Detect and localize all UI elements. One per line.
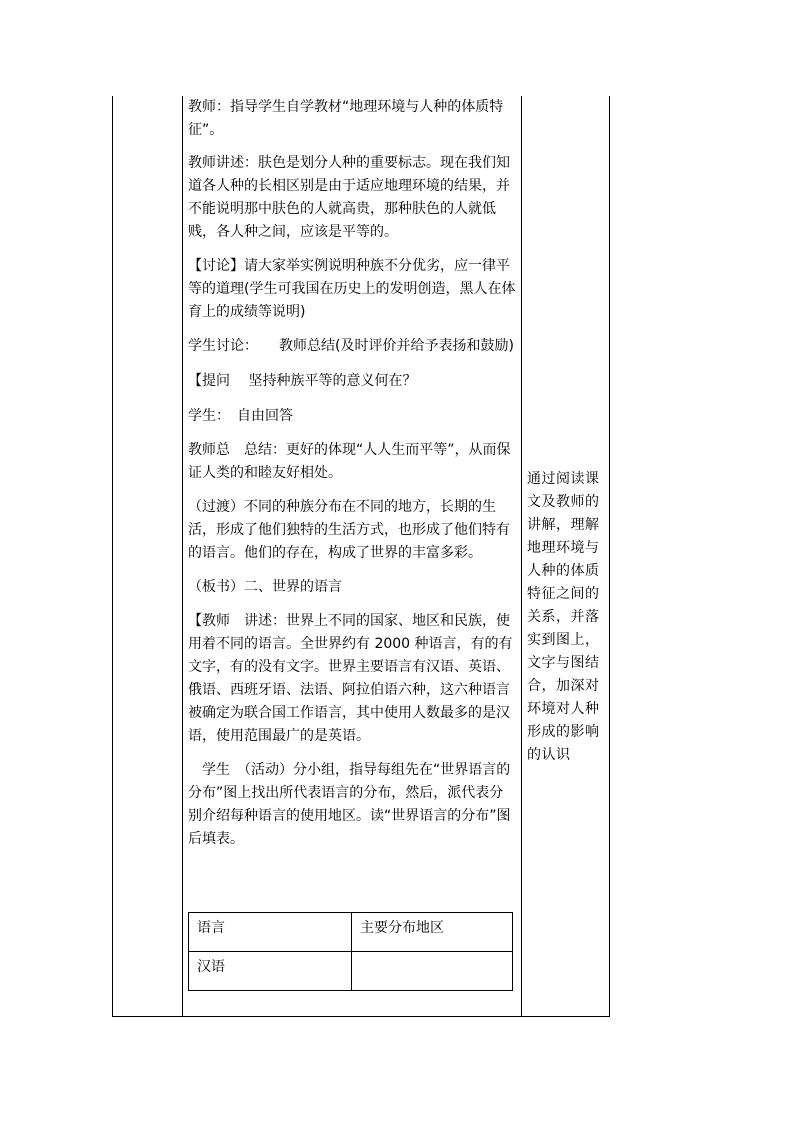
table-header-cell: 语言: [189, 913, 352, 952]
paragraph: 教师总 总结：更好的体现“人人生而平等”，从而保证人类的和睦友好相处。: [188, 442, 511, 481]
table-cell: 汉语: [189, 952, 352, 991]
paragraph: 【讨论】请大家举实例说明种族不分优劣，应一律平等的道理(学生可我国在历史上的发明创造，黑人在体育上的成绩等说明): [188, 258, 516, 320]
paragraph: 【提问 坚持种族平等的意义何在？: [188, 373, 417, 389]
paragraph: 学生： 自由回答: [188, 408, 293, 424]
paragraph: 教师：指导学生自学教材“地理环境与人种的体质特征”。: [188, 99, 504, 138]
table-header-cell: 主要分布地区: [352, 913, 513, 952]
language-table: [188, 912, 513, 991]
table-border-bottom: [112, 1016, 610, 1017]
table-border-right: [609, 96, 610, 1017]
design-intent-note: 通过阅读课文及教师的讲解，理解地理环境与人种的体质特征之间的关系，并落实到图上，文字与图结合，加深对环境对人种形成的影响的认识: [527, 471, 600, 763]
paragraph: 教师讲述：肤色是划分人种的重要标志。现在我们知道各人种的长相区别是由于适应地理环境的结果，并不能说明那中肤色的人就高贵，那种肤色的人就低贱，各人种之间，应该是平等的。: [188, 155, 510, 240]
table-cell: [352, 952, 513, 991]
paragraph: （过渡）不同的种族分布在不同的地方，长期的生活，形成了他们独特的生活方式，也形成了他们特有的语言。他们的存在，构成了世界的丰富多彩。: [188, 499, 510, 561]
table-row: [189, 913, 513, 952]
paragraph: 学生 （活动）分小组，指导每组先在“世界语言的分布”图上找出所代表语言的分布，然后，派代表分别介绍每种语言的使用地区。读“世界语言的分布”图后填表。: [188, 762, 511, 847]
paragraph: 【教师 讲述：世界上不同的国家、地区和民族，使用着不同的语言。全世界约有 2000 种语言，有的有文字，有的没有文字。世界主要语言有汉语、英语、俄语、西班牙语、法语、阿拉伯语六种，这六种语言被确定为联合国工作语言，其中使用人数最多的是汉语，使用范围最广的是英语。: [188, 613, 513, 744]
table-border-col2: [521, 96, 522, 1017]
table-border-left: [112, 96, 113, 1017]
table-row: [189, 952, 513, 991]
lesson-content: [188, 96, 516, 851]
paragraph: （板书）二、世界的语言: [188, 579, 342, 595]
table-border-col1: [182, 96, 183, 1017]
paragraph: 学生讨论： 教师总结(及时评价并给予表扬和鼓励): [188, 338, 514, 354]
